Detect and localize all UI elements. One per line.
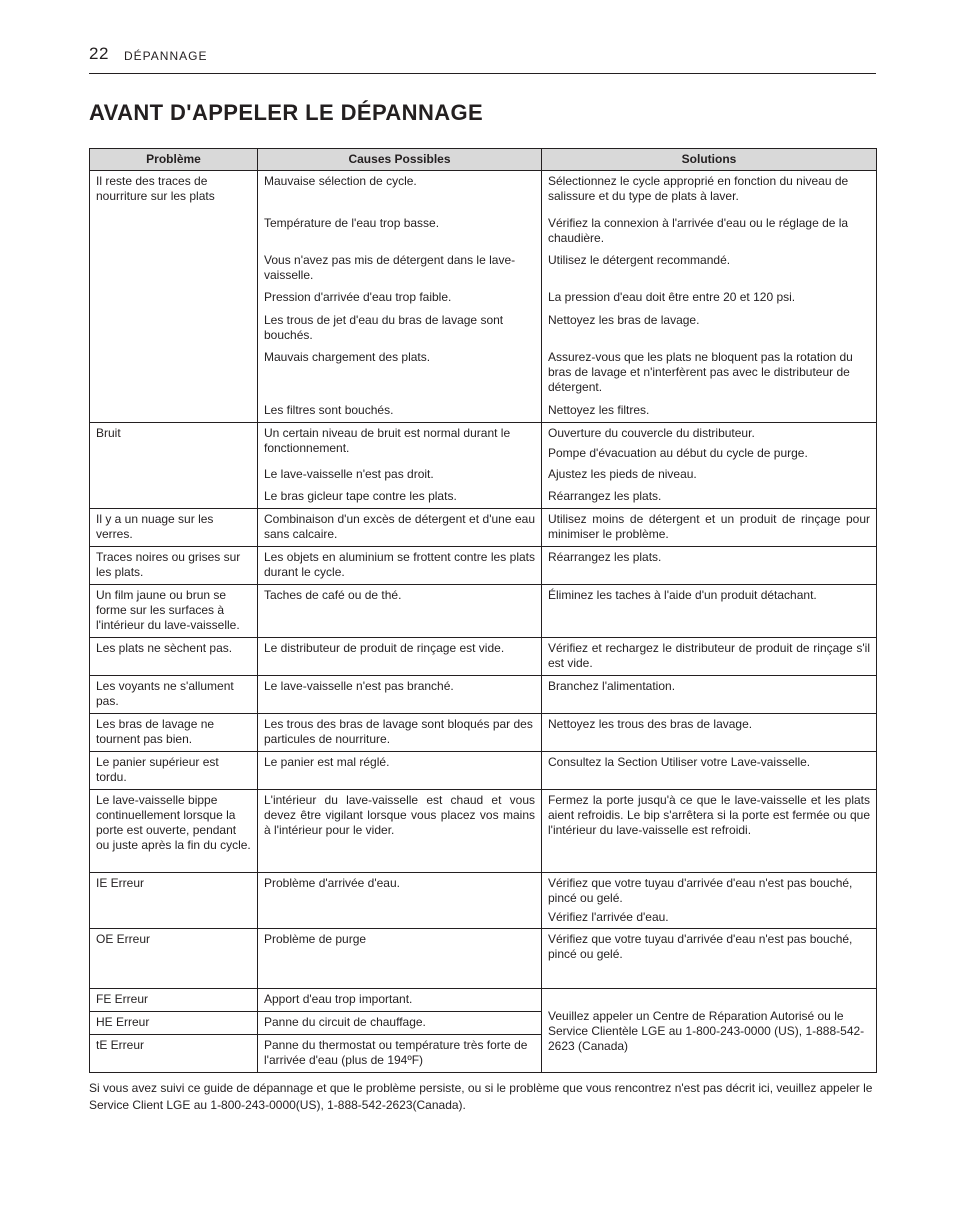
- problem-cell: Les voyants ne s'allument pas.: [90, 676, 258, 714]
- table-header-row: [90, 149, 877, 171]
- table-row: [90, 547, 877, 585]
- solution-cell: Consultez la Section Utiliser votre Lave-vaisselle.: [542, 752, 877, 790]
- solution-cell: [542, 423, 877, 465]
- cause-cell: Le lave-vaisselle n'est pas droit.: [258, 464, 542, 486]
- solution-cell: Assurez-vous que les plats ne bloquent pas la rotation du bras de lavage et n'interfèrent pas avec le distributeur de détergent.: [542, 347, 877, 400]
- cause-cell: Les trous des bras de lavage sont bloqués par des particules de nourriture.: [258, 714, 542, 752]
- cause-cell: Le distributeur de produit de rinçage est vide.: [258, 638, 542, 676]
- problem-cell: IE Erreur: [90, 873, 258, 929]
- problem-cell: Il y a un nuage sur les verres.: [90, 509, 258, 547]
- troubleshooting-table: [89, 148, 877, 1073]
- problem-cell: Bruit: [90, 423, 258, 509]
- column-header-causes: Causes Possibles: [258, 149, 542, 171]
- solution-cell: Nettoyez les trous des bras de lavage.: [542, 714, 877, 752]
- table-row: [90, 171, 877, 214]
- service-solution-cell: Veuillez appeler un Centre de Réparation Autorisé ou le Service Clientèle LGE au 1-800-243-0000 (US), 1-888-542-2623 (Canada): [542, 989, 877, 1073]
- cause-cell: Mauvaise sélection de cycle.: [258, 171, 542, 214]
- solution-cell: Réarrangez les plats.: [542, 547, 877, 585]
- problem-cell: Un film jaune ou brun se forme sur les surfaces à l'intérieur du lave-vaisselle.: [90, 585, 258, 638]
- solution-cell: Vérifiez et rechargez le distributeur de produit de rinçage s'il est vide.: [542, 638, 877, 676]
- problem-cell: Les plats ne sèchent pas.: [90, 638, 258, 676]
- problem-cell: tE Erreur: [90, 1035, 258, 1073]
- problem-cell: Il reste des traces de nourriture sur les plats: [90, 171, 258, 423]
- cause-cell: Problème d'arrivée d'eau.: [258, 873, 542, 929]
- solution-cell: Réarrangez les plats.: [542, 486, 877, 509]
- cause-cell: Panne du circuit de chauffage.: [258, 1012, 542, 1035]
- solution-cell: Éliminez les taches à l'aide d'un produit détachant.: [542, 585, 877, 638]
- solution-cell: Ajustez les pieds de niveau.: [542, 464, 877, 486]
- problem-cell: FE Erreur: [90, 989, 258, 1012]
- table-row: [90, 929, 877, 989]
- problem-cell: Les bras de lavage ne tournent pas bien.: [90, 714, 258, 752]
- solution-cell: La pression d'eau doit être entre 20 et 120 psi.: [542, 287, 877, 310]
- cause-cell: L'intérieur du lave-vaisselle est chaud et vous devez être vigilant lorsque vous placez vos mains à l'intérieur pour le vider.: [258, 790, 542, 873]
- problem-cell: Le lave-vaisselle bippe continuellement lorsque la porte est ouverte, pendant ou juste après la fin du cycle.: [90, 790, 258, 873]
- table-row: [90, 423, 877, 465]
- cause-cell: Les trous de jet d'eau du bras de lavage sont bouchés.: [258, 310, 542, 347]
- page-title: AVANT D'APPELER LE DÉPANNAGE: [89, 100, 484, 125]
- solution-cell: Branchez l'alimentation.: [542, 676, 877, 714]
- cause-cell: Pression d'arrivée d'eau trop faible.: [258, 287, 542, 310]
- page-header: [89, 44, 876, 74]
- cause-cell: Température de l'eau trop basse.: [258, 213, 542, 250]
- solution-cell: Utilisez moins de détergent et un produit de rinçage pour minimiser le problème.: [542, 509, 877, 547]
- solution-cell: Sélectionnez le cycle approprié en fonction du niveau de salissure et du type de plats à laver.: [542, 171, 877, 214]
- column-header-problem: Problème: [90, 149, 258, 171]
- cause-cell: Les filtres sont bouchés.: [258, 400, 542, 423]
- cause-cell: Mauvais chargement des plats.: [258, 347, 542, 400]
- table-row: [90, 638, 877, 676]
- cause-cell: Le panier est mal réglé.: [258, 752, 542, 790]
- problem-cell: HE Erreur: [90, 1012, 258, 1035]
- cause-cell: Le lave-vaisselle n'est pas branché.: [258, 676, 542, 714]
- solution-line: Vérifiez l'arrivée d'eau.: [548, 910, 669, 924]
- solution-line: Ouverture du couvercle du distributeur.: [548, 426, 755, 440]
- cause-cell: Taches de café ou de thé.: [258, 585, 542, 638]
- solution-cell: Nettoyez les bras de lavage.: [542, 310, 877, 347]
- solution-cell: Vérifiez que votre tuyau d'arrivée d'eau n'est pas bouché, pincé ou gelé.: [542, 929, 877, 989]
- cause-cell: Le bras gicleur tape contre les plats.: [258, 486, 542, 509]
- problem-cell: Le panier supérieur est tordu.: [90, 752, 258, 790]
- column-header-solutions: Solutions: [542, 149, 877, 171]
- solution-cell: Fermez la porte jusqu'à ce que le lave-vaisselle et les plats aient refroidis. Le bip s'arrêtera si la porte est fermée ou que l'intérieur du lave-vaisselle est refroidi.: [542, 790, 877, 873]
- solution-cell: Nettoyez les filtres.: [542, 400, 877, 423]
- page-number: 22: [89, 44, 109, 63]
- footer-note: Si vous avez suivi ce guide de dépannage et que le problème persiste, ou si le problème que vous rencontrez n'est pas décrit ici, veuillez appeler le Service Client LGE au 1-800-243-0000(US), 1-888-542-2623(Canada).: [89, 1081, 873, 1112]
- cause-cell: Un certain niveau de bruit est normal durant le fonctionnement.: [258, 423, 542, 465]
- problem-cell: OE Erreur: [90, 929, 258, 989]
- solution-line: Vérifiez que votre tuyau d'arrivée d'eau n'est pas bouché, pincé ou gelé.: [548, 876, 853, 905]
- cause-cell: Problème de purge: [258, 929, 542, 989]
- table-row: [90, 509, 877, 547]
- solution-cell: Vérifiez la connexion à l'arrivée d'eau ou le réglage de la chaudière.: [542, 213, 877, 250]
- cause-cell: Panne du thermostat ou température très forte de l'arrivée d'eau (plus de 194ºF): [258, 1035, 542, 1073]
- cause-cell: Combinaison d'un excès de détergent et d'une eau sans calcaire.: [258, 509, 542, 547]
- table-row: [90, 752, 877, 790]
- table-row: [90, 676, 877, 714]
- table-row: [90, 790, 877, 873]
- solution-line: Pompe d'évacuation au début du cycle de purge.: [548, 446, 808, 460]
- cause-cell: Apport d'eau trop important.: [258, 989, 542, 1012]
- problem-cell: Traces noires ou grises sur les plats.: [90, 547, 258, 585]
- table-row: [90, 873, 877, 929]
- cause-cell: Les objets en aluminium se frottent contre les plats durant le cycle.: [258, 547, 542, 585]
- solution-cell: [542, 873, 877, 929]
- table-row: [90, 585, 877, 638]
- section-name: DÉPANNAGE: [124, 49, 208, 63]
- cause-cell: Vous n'avez pas mis de détergent dans le lave-vaisselle.: [258, 250, 542, 287]
- solution-cell: Utilisez le détergent recommandé.: [542, 250, 877, 287]
- table-row: [90, 714, 877, 752]
- table-row: [90, 989, 877, 1012]
